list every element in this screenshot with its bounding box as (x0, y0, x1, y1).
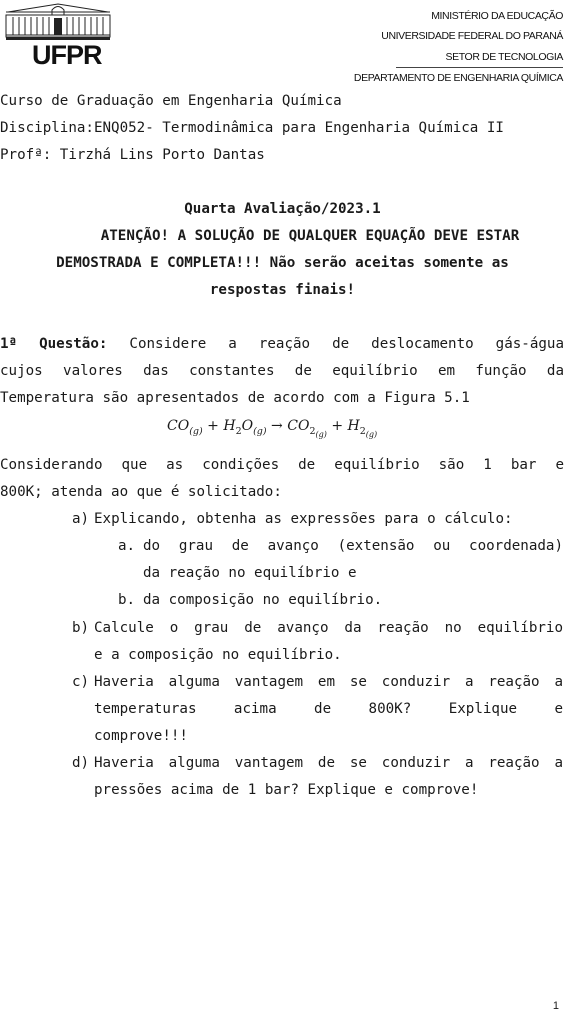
item-b-marker: b) (72, 620, 90, 636)
item-a-sub-b-text: da composição no equilíbrio. (143, 592, 383, 608)
item-a-sub-a-marker: a. (118, 538, 136, 554)
item-a-marker: a) (72, 511, 90, 527)
item-c-line-1: Haveria alguma vantagem em se conduzir a reação a (94, 674, 563, 690)
page-number: 1 (552, 1000, 559, 1012)
question-intro-line-3: Temperatura são apresentados de acordo com a Figura 5.1 (0, 390, 470, 406)
item-a-sub-a-line-2: da reação no equilíbrio e (143, 565, 357, 581)
header-sector: SETOR DE TECNOLOGIA (445, 51, 563, 63)
item-d-marker: d) (72, 755, 90, 771)
svg-text:UFPR: UFPR (32, 40, 102, 68)
item-b-line-2: e a composição no equilíbrio. (94, 647, 342, 663)
header-ministry: MINISTÉRIO DA EDUCAÇÃO (431, 10, 563, 22)
header-department: DEPARTAMENTO DE ENGENHARIA QUÍMICA (353, 72, 563, 84)
item-b-line-1: Calcule o grau de avanço da reação no equilíbrio (94, 620, 563, 636)
professor: Profª: Tirzhá Lins Porto Dantas (0, 147, 265, 163)
item-a-sub-b-marker: b. (118, 592, 136, 608)
discipline: Disciplina:ENQ052- Termodinâmica para Engenharia Química II (0, 120, 504, 136)
item-a-text: Explicando, obtenha as expressões para o cálculo: (94, 511, 513, 527)
header-divider (396, 67, 563, 68)
warning-line-3: respostas finais! (209, 282, 356, 298)
conditions-line-1: Considerando que as condições de equilíbrio são 1 bar e (0, 457, 564, 473)
item-a-sub-a-line-1: do grau de avanço (extensão ou coordenada) (143, 538, 563, 554)
question-intro-line-2: cujos valores das constantes de equilíbrio em função da (0, 363, 564, 379)
item-c-line-2: temperaturas acima de 800K? Explique e (94, 701, 563, 717)
question-label: 1ª Questão: (0, 336, 108, 352)
item-d-line-1: Haveria alguma vantagem de se conduzir a reação a (94, 755, 563, 771)
reaction-equation: $CO_{(g)} + H_2O_{(g)} \to CO_{2_{(g)}} + H_{2_{(g)}}$ (167, 418, 378, 439)
ufpr-logo (4, 2, 112, 68)
item-d-line-2: pressões acima de 1 bar? Explique e comprove! (94, 782, 479, 798)
item-c-marker: c) (72, 674, 90, 690)
conditions-line-2: 800K; atenda ao que é solicitado: (0, 484, 282, 500)
course-name: Curso de Graduação em Engenharia Química (0, 93, 342, 109)
warning-line-2: DEMOSTRADA E COMPLETA!!! Não serão aceitas somente as (56, 255, 509, 271)
warning-line-1: ATENÇÃO! A SOLUÇÃO DE QUALQUER EQUAÇÃO DEVE ESTAR (100, 228, 520, 244)
item-c-line-3: comprove!!! (94, 728, 188, 744)
header-university: UNIVERSIDADE FEDERAL DO PARANÁ (381, 30, 563, 42)
exam-title: Quarta Avaliação/2023.1 (184, 201, 381, 217)
question-intro-line-1: 1ª Questão: Considere a reação de deslocamento gás-água (0, 336, 564, 352)
